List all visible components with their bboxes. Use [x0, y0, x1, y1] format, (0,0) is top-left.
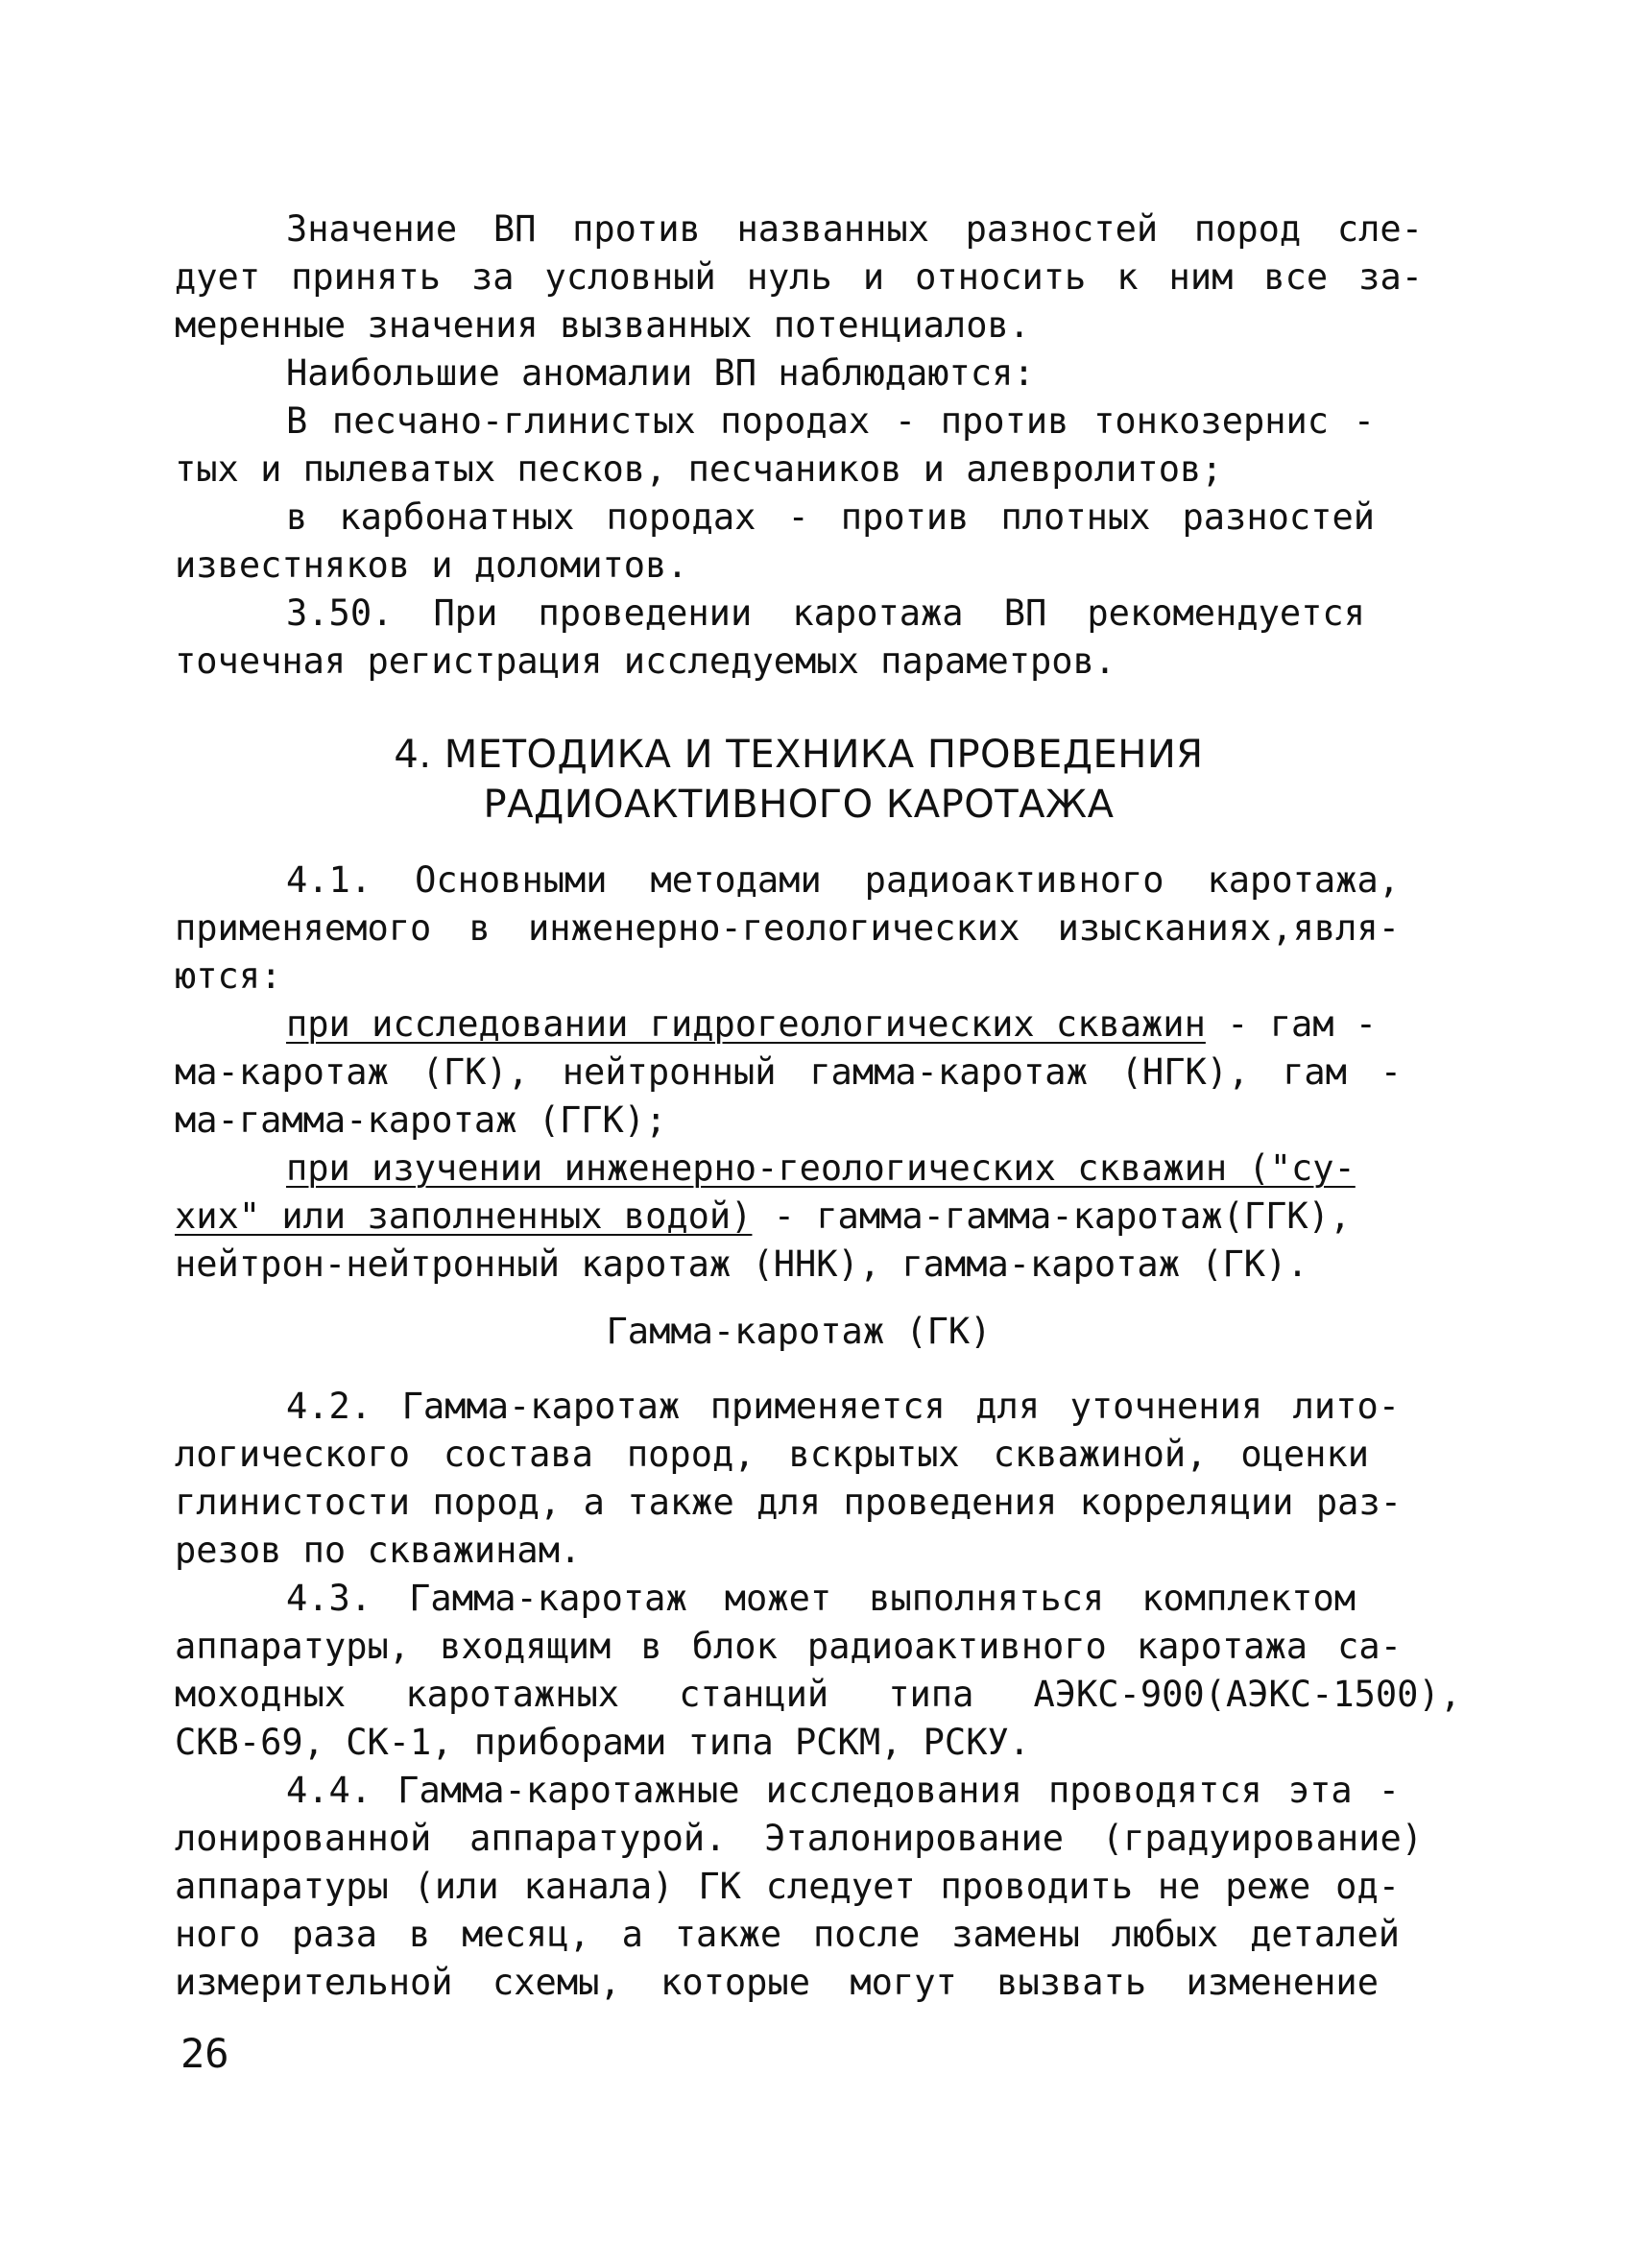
text-line: резов по скважинам.	[175, 1530, 582, 1571]
text-line: моходных каротажных станций типа АЭКС-900(АЭКС-1500),	[175, 1674, 1461, 1715]
text-line: 4.4. Гамма-каротажные исследования проводятся эта -	[286, 1770, 1400, 1811]
text-line: логического состава пород, вскрытых скважиной, оценки	[175, 1434, 1369, 1475]
text-line: применяемого в инженерно-геологических изысканиях,явля-	[175, 907, 1400, 949]
section-heading-line-2: РАДИОАКТИВНОГО КАРОТАЖА	[483, 783, 1115, 827]
section-heading-line-1: 4. МЕТОДИКА И ТЕХНИКА ПРОВЕДЕНИЯ	[394, 733, 1204, 777]
text-line: нейтрон-нейтронный каротаж (ННК), гамма-каротаж (ГК).	[175, 1243, 1308, 1285]
text-line: лонированной аппаратурой. Эталонирование (градуирование)	[175, 1818, 1423, 1859]
text-line: В песчано-глинистых породах - против тонкозернис -	[286, 400, 1375, 442]
text-line: глинистости пород, а также для проведения корреляции раз-	[175, 1482, 1402, 1523]
text-line: 4.1. Основными методами радиоактивного каротажа,	[286, 859, 1400, 901]
page-number: 26	[180, 2030, 229, 2077]
underlined-phrase: хих" или заполненных водой)	[175, 1195, 753, 1237]
text-line: дует принять за условный нуль и относить к ним все за-	[175, 256, 1423, 298]
text-line: 3.50. При проведении каротажа ВП рекомендуется	[286, 592, 1365, 634]
text-line: аппаратуры, входящим в блок радиоактивного каротажа са-	[175, 1626, 1402, 1667]
text-fragment: - гамма-гамма-каротаж(ГГК),	[752, 1195, 1352, 1237]
text-fragment: - гам -	[1205, 1003, 1378, 1045]
text-line: тых и пылеватых песков, песчаников и алевролитов;	[175, 448, 1223, 490]
hydro-item-line-1	[286, 1001, 1534, 1049]
text-line: известняков и доломитов.	[175, 544, 688, 586]
text-line: Значение ВП против названных разностей пород сле-	[286, 208, 1423, 250]
geo-item-line-1	[286, 1145, 1534, 1193]
text-line: в карбонатных породах - против плотных разностей	[286, 496, 1375, 538]
text-line: ного раза в месяц, а также после замены любых деталей	[175, 1914, 1400, 1955]
subheading: Гамма-каротаж (ГК)	[606, 1311, 992, 1352]
text-line: точечная регистрация исследуемых параметров.	[175, 640, 1116, 682]
text-line: аппаратуры (или канала) ГК следует проводить не реже од-	[175, 1866, 1400, 1907]
text-line: измерительной схемы, которые могут вызвать изменение	[175, 1962, 1379, 2003]
text-line: ма-каротаж (ГК), нейтронный гамма-каротаж (НГК), гам -	[175, 1051, 1402, 1093]
text-line: ются:	[175, 955, 282, 997]
underlined-phrase: при изучении инженерно-геологических скважин ("су-	[286, 1147, 1356, 1189]
text-line: 4.2. Гамма-каротаж применяется для уточнения лито-	[286, 1386, 1400, 1427]
underlined-phrase: при исследовании гидрогеологических скважин	[286, 1003, 1206, 1045]
geo-item-line-2	[175, 1193, 1423, 1241]
text-line: меренные значения вызванных потенциалов.	[175, 304, 1031, 346]
text-line: 4.3. Гамма-каротаж может выполняться комплектом	[286, 1578, 1356, 1619]
text-line: СКВ-69, СК-1, приборами типа РСКМ, РСКУ.	[175, 1722, 1031, 1763]
text-line: Наибольшие аномалии ВП наблюдаются:	[286, 352, 1035, 394]
text-line: ма-гамма-каротаж (ГГК);	[175, 1099, 667, 1141]
